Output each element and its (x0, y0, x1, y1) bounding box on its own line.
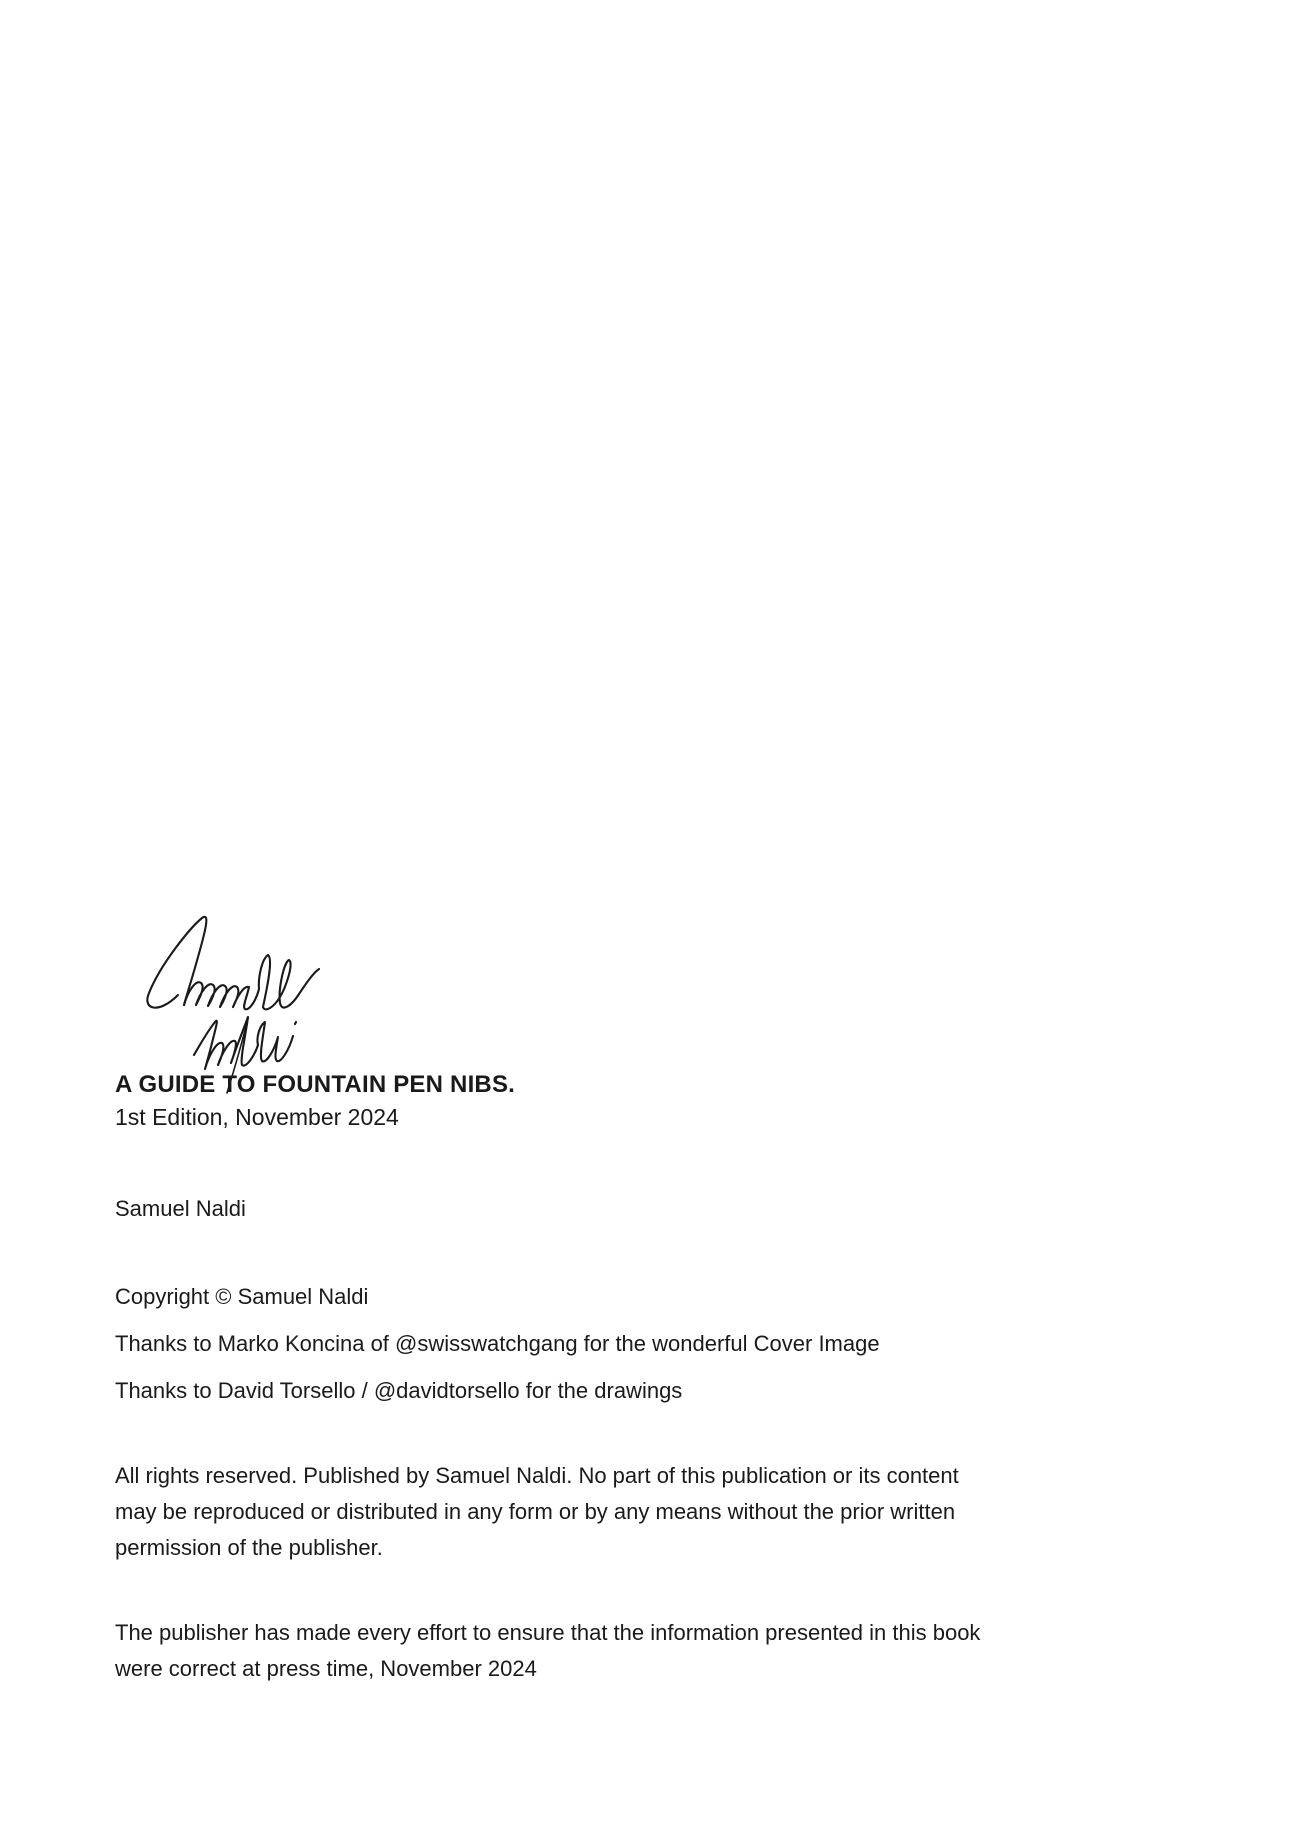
rights-line: permission of the publisher. (115, 1535, 383, 1560)
edition-line: 1st Edition, November 2024 (115, 1104, 399, 1130)
thanks-cover-line: Thanks to Marko Koncina of @swisswatchgang for the wonderful Cover Image (115, 1331, 880, 1356)
book-title: A GUIDE TO FOUNTAIN PEN NIBS. (115, 1071, 516, 1098)
rights-line: may be reproduced or distributed in any form or by any means without the prior written (115, 1499, 956, 1524)
press-note-paragraph (115, 1615, 980, 1687)
rights-paragraph (115, 1458, 959, 1566)
rights-line: All rights reserved. Published by Samuel Naldi. No part of this publication or its content (115, 1463, 959, 1488)
thanks-drawings-line: Thanks to David Torsello / @davidtorsello for the drawings (115, 1378, 683, 1403)
press-note-line: were correct at press time, November 2024 (115, 1656, 537, 1681)
author-name: Samuel Naldi (115, 1196, 246, 1221)
copyright-line: Copyright © Samuel Naldi (115, 1284, 369, 1309)
press-note-line: The publisher has made every effort to ensure that the information presented in this book (115, 1620, 981, 1645)
